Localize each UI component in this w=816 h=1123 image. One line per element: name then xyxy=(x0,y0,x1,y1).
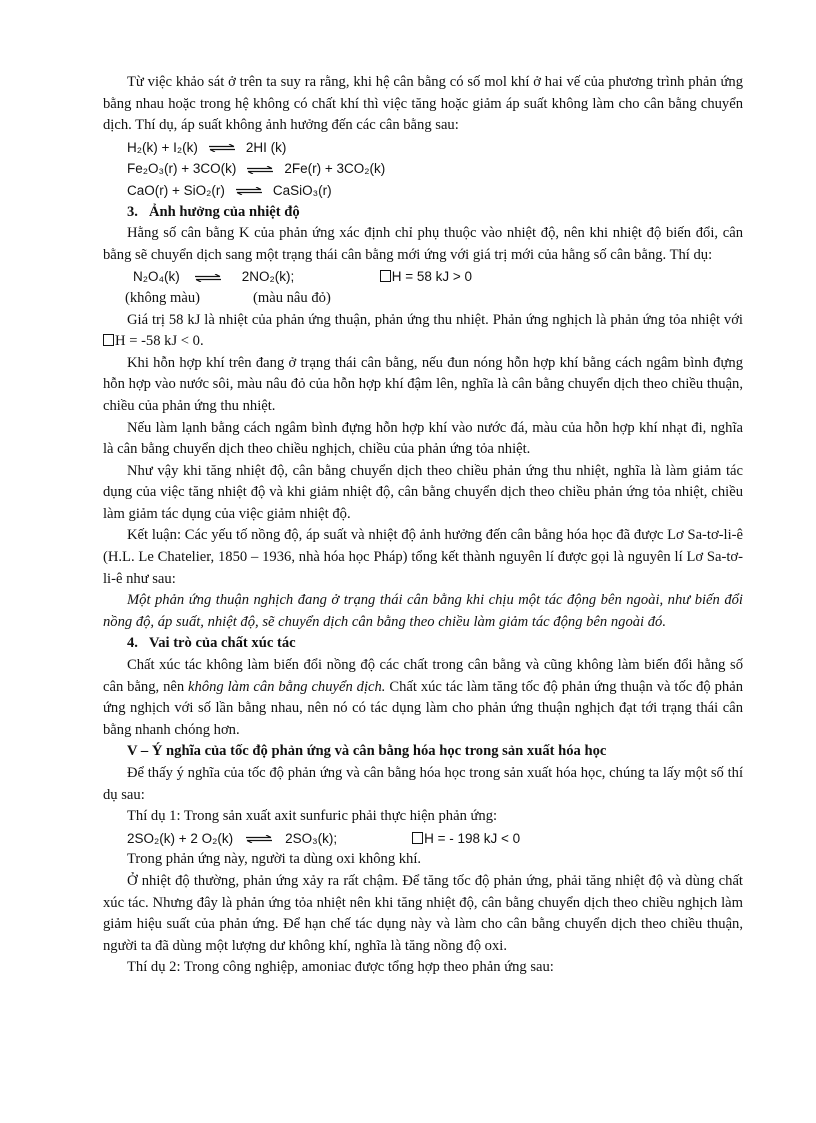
color-note-left: (không màu) xyxy=(125,289,200,306)
equation-right: CaSiO₃(r) xyxy=(272,182,332,198)
section-heading-4 xyxy=(103,633,743,655)
text-segment: H = -58 kJ < 0. xyxy=(115,333,204,350)
text-segment: Chất xúc tác không làm biến đổi nồng độ các chất trong cân bằng và cũng không làm biến đổi hằng số cân bằng, nên xyxy=(103,657,743,695)
equation-5 xyxy=(103,828,743,850)
paragraph: Để thấy ý nghĩa của tốc độ phản ứng và cân bằng hóa học trong sản xuất hóa học, chúng ta lấy một số thí dụ sau: xyxy=(103,765,743,803)
paragraph: Nếu làm lạnh bằng cách ngâm bình đựng hỗn hợp khí vào nước đá, màu của hỗn hợp khí nhạt đi, nghĩa là cân bằng chuyển dịch theo chiều nghịch, chiều của phản ứng tỏa nhiệt. xyxy=(103,419,743,458)
equation-left: 2SO₂(k) + 2 O₂(k) xyxy=(127,830,234,846)
heading-title: Vai trò của chất xúc tác xyxy=(149,635,296,652)
section-heading-v: V – Ý nghĩa của tốc độ phản ứng và cân bằng hóa học trong sản xuất hóa học xyxy=(127,743,607,760)
paragraph: Trong phản ứng này, người ta dùng oxi không khí. xyxy=(127,851,422,868)
text-segment: Chất xúc tác làm tăng tốc độ phản ứng thuận và tốc độ phản ứng nghịch với số lần bằng nhau, nên nó có tác dụng làm cho phản ứng thuận nghịch đạt tới trạng thái cân bằng nhanh chóng hơn. xyxy=(103,678,743,738)
section-heading-3 xyxy=(103,202,743,224)
enthalpy xyxy=(380,266,472,288)
paragraph: Từ việc khảo sát ở trên ta suy ra rằng, khi hệ cân bằng có số mol khí ở hai vế của phương trình phản ứng bằng nhau hoặc trong hệ không có chất khí thì việc tăng hoặc giảm áp suất không làm cho cân bằng chuyển dịch. Thí dụ, áp suất không ảnh hưởng đến các cân bằng sau: xyxy=(103,74,743,134)
equation-right: 2SO₃(k); xyxy=(285,830,338,846)
page-content xyxy=(103,72,743,979)
paragraph: Ở nhiệt độ thường, phản ứng xảy ra rất chậm. Để tăng tốc độ phản ứng, phải tăng nhiệt độ và dùng chất xúc tác. Nhưng đây là phản ứng tỏa nhiệt nên khi tăng nhiệt độ, cân bằng chuyển dịch theo chiều nghịch làm giảm hiệu suất của phản ứng. Để hạn chế tác dụng này và làm cho cân bằng chuyển dịch theo chiều thuận, người ta đã dùng một lượng dư không khí, nghĩa là tăng nồng độ oxi. xyxy=(103,872,743,954)
heading-number: 3. xyxy=(127,203,138,220)
equation-right: 2Fe(r) + 3CO₂(k) xyxy=(284,161,386,177)
equilibrium-arrow-icon xyxy=(194,274,222,282)
equation-right: 2NO₂(k); xyxy=(241,269,295,285)
equation-3 xyxy=(103,180,743,202)
paragraph: Khi hỗn hợp khí trên đang ở trạng thái cân bằng, nếu đun nóng hỗn hợp khí bằng cách ngâm bình đựng hỗn hợp vào nước sôi, màu nâu đỏ của hỗn hợp khí đậm lên, nghĩa là cân bằng chuyển dịch theo chiều thuận, chiều của phản ứng thu nhiệt. xyxy=(103,354,743,414)
paragraph xyxy=(103,310,743,353)
enthalpy-value: H = - 198 kJ < 0 xyxy=(424,830,521,846)
text-segment: Giá trị 58 kJ là nhiệt của phản ứng thuận, phản ứng thu nhiệt. Phản ứng nghịch là phản ứng tỏa nhiệt với xyxy=(127,311,743,328)
equilibrium-arrow-icon xyxy=(235,187,263,195)
text-segment-italic: không làm cân bằng chuyển dịch. xyxy=(188,678,386,695)
equilibrium-arrow-icon xyxy=(246,166,274,174)
paragraph: Hằng số cân bằng K của phản ứng xác định chỉ phụ thuộc vào nhiệt độ, nên khi nhiệt độ biến đổi, cân bằng sẽ chuyển dịch sang một trạng thái cân bằng mới ứng với giá trị mới của hằng số cân bằng. Thí dụ: xyxy=(103,225,743,263)
paragraph: Thí dụ 2: Trong công nghiệp, amoniac được tổng hợp theo phản ứng sau: xyxy=(127,959,554,976)
equilibrium-arrow-icon xyxy=(208,144,236,152)
delta-symbol-icon xyxy=(380,270,391,282)
color-note-right: (màu nâu đỏ) xyxy=(253,289,331,306)
equation-right: 2HI (k) xyxy=(245,139,287,155)
paragraph xyxy=(103,655,743,741)
heading-number: 4. xyxy=(127,635,138,652)
heading-title: Ảnh hưởng của nhiệt độ xyxy=(149,203,300,220)
delta-symbol-icon xyxy=(412,832,423,844)
equation-4 xyxy=(103,266,743,288)
delta-symbol-icon xyxy=(103,334,114,346)
paragraph: Như vậy khi tăng nhiệt độ, cân bằng chuyển dịch theo chiều phản ứng thu nhiệt, nghĩa là làm giảm tác dụng của việc tăng nhiệt độ và khi giảm nhiệt độ, cân bằng chuyển dịch theo chiều phản ứng tỏa nhiệt, chiều làm giảm tác dụng của việc giảm nhiệt độ. xyxy=(103,462,743,522)
enthalpy xyxy=(412,828,520,850)
paragraph: Kết luận: Các yếu tố nồng độ, áp suất và nhiệt độ ảnh hưởng đến cân bằng hóa học đã được Lơ Sa-tơ-li-ê (H.L. Le Chatelier, 1850 – 1936, nhà hóa học Pháp) tổng kết thành nguyên lí được gọi là nguyên lí Lơ Sa-tơ-li-ê như sau: xyxy=(103,527,743,587)
equation-left: H₂(k) + I₂(k) xyxy=(127,139,198,155)
equilibrium-arrow-icon xyxy=(245,835,273,843)
equation-left: N₂O₄(k) xyxy=(133,269,180,285)
enthalpy-value: H = 58 kJ > 0 xyxy=(391,269,473,285)
equation-left: Fe₂O₃(r) + 3CO(k) xyxy=(127,161,237,177)
equation-2 xyxy=(103,158,743,180)
paragraph: Thí dụ 1: Trong sản xuất axit sunfuric phải thực hiện phản ứng: xyxy=(127,808,498,825)
equation-1 xyxy=(103,137,743,159)
equation-left: CaO(r) + SiO₂(r) xyxy=(127,182,225,198)
le-chatelier-principle: Một phản ứng thuận nghịch đang ở trạng thái cân bằng khi chịu một tác động bên ngoài, như biến đổi nồng độ, áp suất, nhiệt độ, sẽ chuyển dịch cân bằng theo chiều làm giảm tác động bên ngoài đó. xyxy=(103,592,743,630)
equation-4-colors xyxy=(103,288,743,310)
